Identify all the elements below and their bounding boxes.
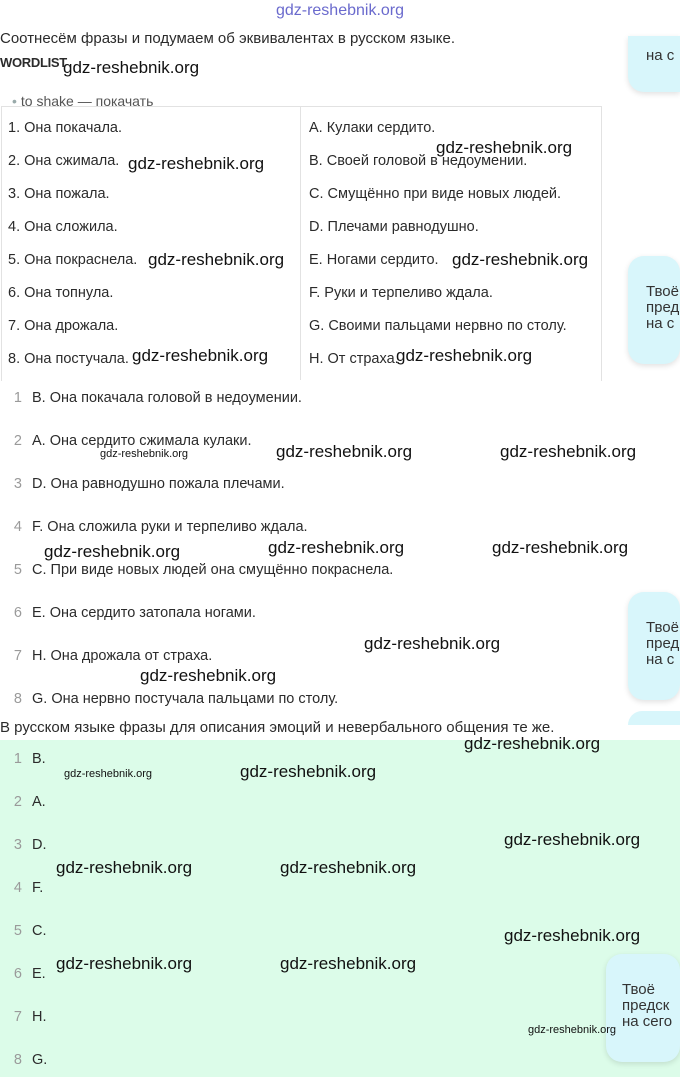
table-column-divider (300, 106, 301, 380)
answer-row: 1 B. Она покачала головой в недоумении. (13, 390, 302, 406)
key-row: 2 A. (13, 794, 46, 810)
chat-bubble[interactable]: на с (628, 36, 680, 92)
wordlist-item: • to shake — покачать (12, 93, 153, 106)
watermark: gdz-reshebnik.org (280, 954, 417, 973)
key-row: 3 D. (13, 837, 47, 853)
watermark: gdz-reshebnik.org (492, 538, 629, 557)
conclusion-text: В русском языке фразы для описания эмоций и невербального общения те же. (0, 719, 555, 736)
watermark: gdz-reshebnik.org (128, 154, 265, 173)
watermark: gdz-reshebnik.org (63, 58, 200, 77)
site-link[interactable]: gdz-reshebnik.org (275, 2, 405, 19)
table-left-cell: 7. Она дрожала. (8, 318, 119, 334)
table-left-cell: 1. Она покачала. (8, 120, 122, 136)
key-row: 6 E. (13, 966, 46, 982)
watermark: gdz-reshebnik.org (528, 1024, 617, 1036)
watermark: gdz-reshebnik.org (504, 926, 641, 945)
table-left-cell: 4. Она сложила. (8, 219, 118, 235)
watermark: gdz-reshebnik.org (56, 954, 193, 973)
watermark: gdz-reshebnik.org (132, 346, 269, 365)
chat-bubble-edge (628, 711, 680, 725)
table-right-cell: E. Ногами сердито. (309, 252, 439, 268)
table-left-cell: 5. Она покраснела. (8, 252, 138, 268)
key-row: 7 H. (13, 1009, 47, 1025)
table-right-cell: A. Кулаки сердито. (309, 120, 436, 136)
watermark: gdz-reshebnik.org (452, 250, 589, 269)
watermark: gdz-reshebnik.org (64, 768, 153, 780)
key-row: 1 B. (13, 751, 46, 767)
answer-row: 7 H. Она дрожала от страха. (13, 648, 213, 664)
table-right-cell: B. Своей головой в недоумении. (309, 153, 528, 169)
table-left-cell: 3. Она пожала. (8, 186, 110, 202)
table-right-cell: G. Своими пальцами нервно по столу. (309, 318, 567, 334)
table-right-cell: F. Руки и терпеливо ждала. (309, 285, 493, 301)
bullet-icon: • (12, 93, 17, 106)
answer-row: 4 F. Она сложила руки и терпеливо ждала. (13, 519, 308, 535)
watermark: gdz-reshebnik.org (140, 666, 277, 685)
chat-bubble[interactable]: Твоё предск на сего (606, 954, 680, 1062)
watermark: gdz-reshebnik.org (148, 250, 285, 269)
watermark: gdz-reshebnik.org (504, 830, 641, 849)
watermark: gdz-reshebnik.org (268, 538, 405, 557)
watermark: gdz-reshebnik.org (396, 346, 533, 365)
answer-row: 3 D. Она равнодушно пожала плечами. (13, 476, 285, 492)
watermark: gdz-reshebnik.org (280, 858, 417, 877)
table-left-cell: 8. Она постучала. (8, 351, 129, 367)
answer-row: 2 A. Она сердито сжимала кулаки. (13, 433, 252, 449)
watermark: gdz-reshebnik.org (56, 858, 193, 877)
answer-row: 8 G. Она нервно постучала пальцами по столу. (13, 691, 339, 707)
table-left-cell: 6. Она топнула. (8, 285, 114, 301)
watermark: gdz-reshebnik.org (240, 762, 377, 781)
watermark: gdz-reshebnik.org (100, 448, 189, 460)
watermark: gdz-reshebnik.org (436, 138, 573, 157)
watermark: gdz-reshebnik.org (464, 734, 601, 753)
chat-bubble[interactable]: Твоё пред на с (628, 256, 680, 364)
key-row: 5 C. (13, 923, 47, 939)
watermark: gdz-reshebnik.org (276, 442, 413, 461)
watermark: gdz-reshebnik.org (44, 542, 181, 561)
table-right-cell: C. Смущённо при виде новых людей. (309, 186, 562, 202)
wordlist-title: WORDLIST (0, 55, 67, 70)
key-row: 8 G. (13, 1052, 48, 1068)
table-right-cell: H. От страха. (309, 351, 399, 367)
watermark: gdz-reshebnik.org (364, 634, 501, 653)
chat-bubble[interactable]: Твоё пред на с (628, 592, 680, 700)
intro-text: Соотнесём фразы и подумаем об эквивалентах в русском языке. (0, 30, 456, 47)
key-row: 4 F. (13, 880, 44, 896)
answer-row: 5 C. При виде новых людей она смущённо покраснела. (13, 562, 394, 578)
watermark: gdz-reshebnik.org (500, 442, 637, 461)
table-right-cell: D. Плечами равнодушно. (309, 219, 479, 235)
answer-row: 6 E. Она сердито затопала ногами. (13, 605, 256, 621)
table-left-cell: 2. Она сжимала. (8, 153, 120, 169)
